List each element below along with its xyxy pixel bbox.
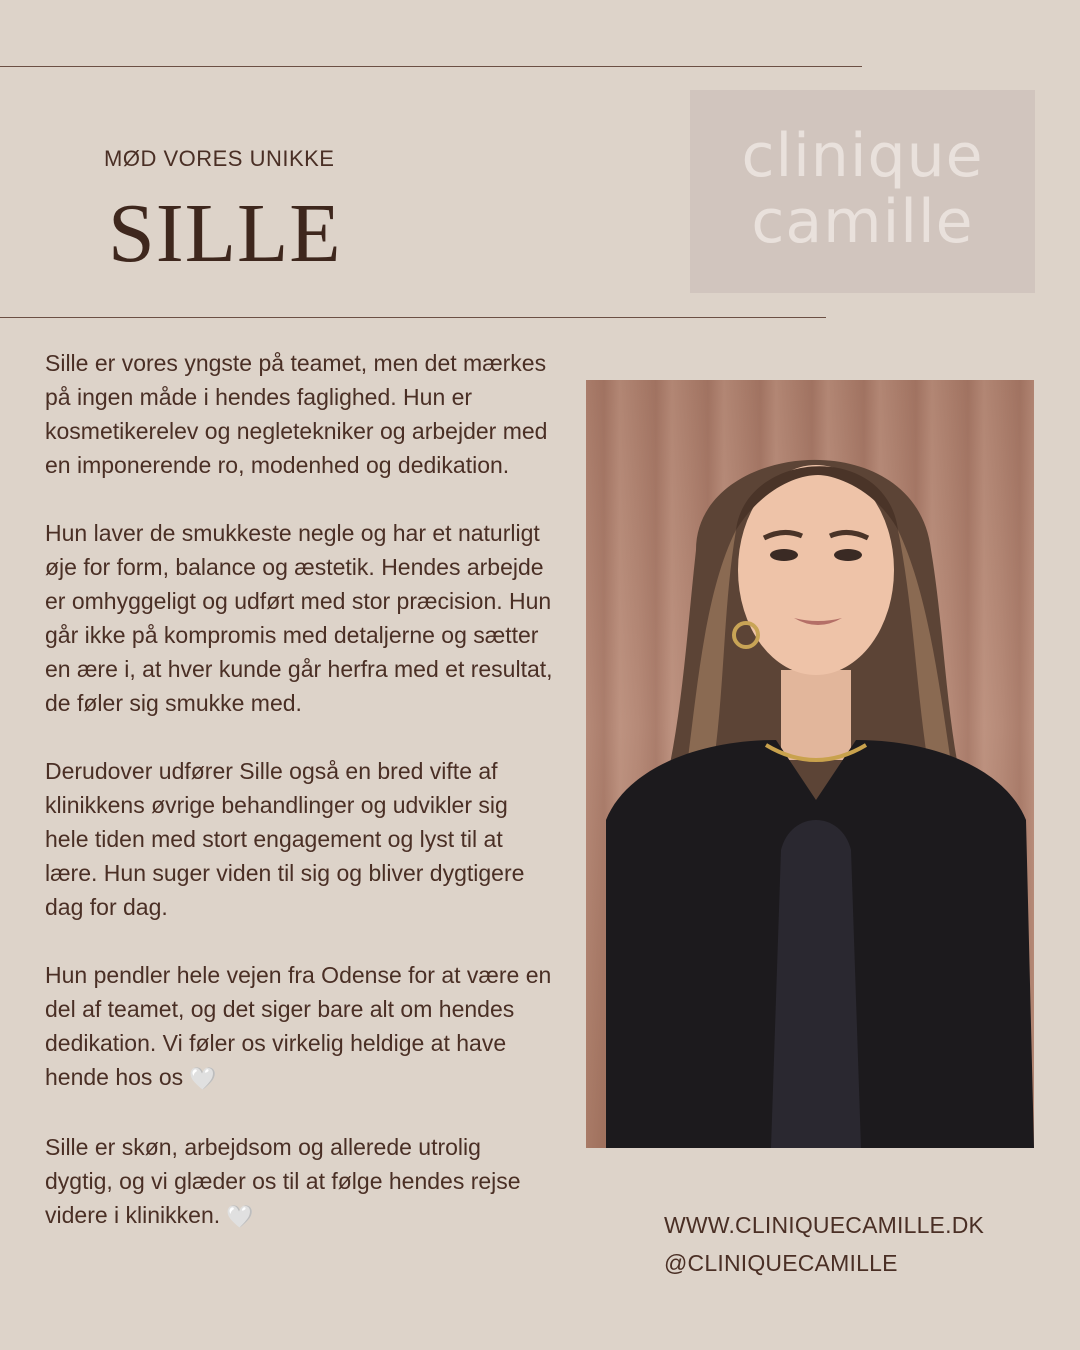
intro-eyebrow: MØD VORES UNIKKE xyxy=(104,146,335,171)
bio-paragraph-5 xyxy=(45,1130,555,1234)
website-link[interactable]: WWW.CLINIQUECAMILLE.DK xyxy=(664,1212,985,1238)
bio-paragraph-3: Derudover udfører Sille også en bred vifte af klinikkens øvrige behandlinger og udvikler sig hele tiden med stort engagement og lyst til at lære. Hun suger viden til sig og bliver dygtigere dag for dag. xyxy=(45,758,525,920)
logo-line-2: camille xyxy=(751,187,974,257)
logo-line-1: clinique xyxy=(741,121,984,191)
bio-paragraph-4-text: Hun pendler hele vejen fra Odense for at være en del af teamet, og det siger bare alt om hendes dedikation. Vi føler os virkelig heldige at have hende hos os xyxy=(45,962,552,1090)
mid-divider xyxy=(0,317,826,318)
heart-icon: 🤍 xyxy=(189,1066,217,1091)
brand-logo xyxy=(690,90,1035,293)
top-divider xyxy=(0,66,862,67)
portrait-illustration xyxy=(586,380,1034,1148)
staff-portrait-photo xyxy=(586,380,1034,1148)
staff-name: SILLE xyxy=(108,187,342,280)
bio-paragraph-4 xyxy=(45,958,555,1096)
bio-text xyxy=(45,346,555,1268)
contact-info xyxy=(664,1206,984,1282)
bio-paragraph-5-text: Sille er skøn, arbejdsom og allerede utrolig dygtig, og vi glæder os til at følge hendes rejse videre i klinikken. xyxy=(45,1134,521,1228)
bio-paragraph-2: Hun laver de smukkeste negle og har et naturligt øje for form, balance og æstetik. Hendes arbejde er omhyggeligt og udført med stor præcision. Hun går ikke på kompromis med detaljerne og sætter en ære i, at hver kunde går herfra med et resultat, de føler sig smukke med. xyxy=(45,520,553,716)
bio-paragraph-1: Sille er vores yngste på teamet, men det mærkes på ingen måde i hendes faglighed. Hun er kosmetikerelev og negletekniker og arbejder med en imponerende ro, modenhed og dedikation. xyxy=(45,350,548,478)
instagram-handle[interactable]: @CLINIQUECAMILLE xyxy=(664,1250,898,1276)
heart-icon: 🤍 xyxy=(226,1204,254,1229)
